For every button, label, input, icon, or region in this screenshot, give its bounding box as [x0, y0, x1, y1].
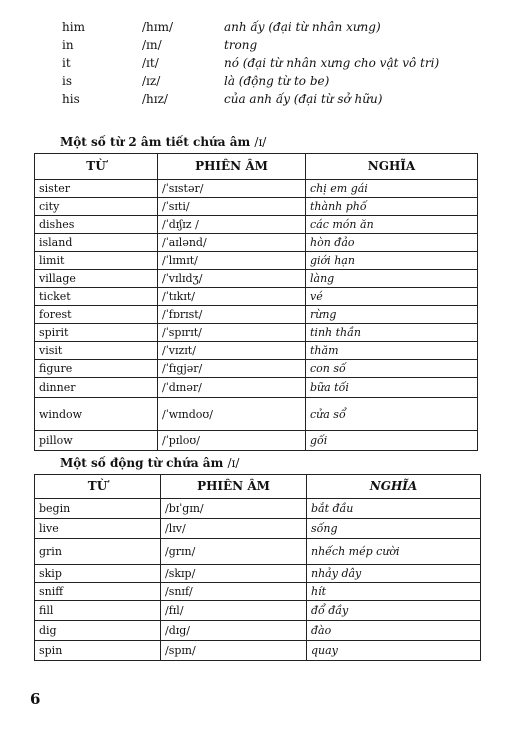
cell-meaning: bữa tối	[306, 378, 478, 398]
word: it	[62, 56, 71, 70]
cell-word: sniff	[35, 583, 161, 601]
table-row	[35, 288, 478, 306]
cell-word: limit	[35, 252, 158, 270]
cell-meaning: giới hạn	[306, 252, 478, 270]
cell-meaning: sống	[307, 519, 481, 539]
cell-word: pillow	[35, 431, 158, 451]
meaning: trong	[224, 38, 258, 52]
cell-phonetic: /ˈpɪloʊ/	[158, 431, 306, 451]
cell-phonetic: /ˈsɪti/	[158, 198, 306, 216]
cell-word: begin	[35, 499, 161, 519]
meaning: nó (đại từ nhân xưng cho vật vô tri)	[224, 56, 440, 70]
cell-phonetic: /ˈdɪnər/	[158, 378, 306, 398]
cell-phonetic: /ˈwɪndoʊ/	[158, 398, 306, 431]
section-title-text: Một số động từ chứa âm	[60, 456, 224, 470]
cell-word: fill	[35, 601, 161, 621]
phonetic: /hɪm/	[142, 20, 174, 34]
table-row	[35, 216, 478, 234]
table-row	[35, 378, 478, 398]
cell-meaning: nhếch mép cười	[307, 539, 481, 565]
cell-meaning: gối	[306, 431, 478, 451]
cell-phonetic: /lɪv/	[161, 519, 307, 539]
header-phonetic: PHIÊN ÂM	[161, 475, 307, 499]
table-row	[35, 324, 478, 342]
header-meaning: NGHĨA	[306, 154, 478, 180]
cell-phonetic: /ˈtɪkɪt/	[158, 288, 306, 306]
cell-phonetic: /ˈdɪʃɪz /	[158, 216, 306, 234]
cell-word: spirit	[35, 324, 158, 342]
word: is	[62, 74, 72, 88]
cell-meaning: hòn đảo	[306, 234, 478, 252]
cell-meaning: nhảy dây	[307, 565, 481, 583]
cell-phonetic: /ˈspɪrɪt/	[158, 324, 306, 342]
word: his	[62, 92, 80, 106]
table-row	[35, 360, 478, 378]
cell-word: grin	[35, 539, 161, 565]
word: him	[62, 20, 85, 34]
cell-phonetic: /ˈsɪstər/	[158, 180, 306, 198]
table-row	[35, 398, 478, 431]
table-row	[35, 198, 478, 216]
cell-word: ticket	[35, 288, 158, 306]
section-title-verbs	[60, 456, 239, 470]
meaning: là (động từ to be)	[224, 74, 330, 88]
cell-word: figure	[35, 360, 158, 378]
cell-phonetic: /ˈvɪlɪdʒ/	[158, 270, 306, 288]
cell-meaning: quay	[307, 641, 481, 661]
table-row	[35, 601, 481, 621]
cell-meaning: vé	[306, 288, 478, 306]
cell-meaning: tinh thần	[306, 324, 478, 342]
table-row	[35, 431, 478, 451]
cell-word: village	[35, 270, 158, 288]
header-meaning: NGHĨA	[307, 475, 481, 499]
cell-phonetic: /spɪn/	[161, 641, 307, 661]
cell-word: island	[35, 234, 158, 252]
cell-word: dishes	[35, 216, 158, 234]
cell-meaning: rừng	[306, 306, 478, 324]
table-header-row	[35, 475, 481, 499]
table-row	[35, 234, 478, 252]
phonetic: /ɪz/	[142, 74, 161, 88]
cell-meaning: đào	[307, 621, 481, 641]
table-row	[35, 519, 481, 539]
cell-word: visit	[35, 342, 158, 360]
cell-phonetic: /ˈfɒrɪst/	[158, 306, 306, 324]
table-row	[35, 252, 478, 270]
cell-word: live	[35, 519, 161, 539]
header-word: TỪ	[35, 475, 161, 499]
cell-meaning: bắt đầu	[307, 499, 481, 519]
table-row	[35, 621, 481, 641]
section-title-phonetic: /ɪ/	[227, 456, 240, 470]
two-syllable-words-table	[34, 153, 478, 451]
cell-meaning: chị em gái	[306, 180, 478, 198]
table-row	[35, 180, 478, 198]
section-title-phonetic: /ɪ/	[254, 135, 267, 149]
page-number: 6	[30, 690, 41, 708]
cell-word: dinner	[35, 378, 158, 398]
phonetic: /ɪt/	[142, 56, 159, 70]
table-row	[35, 641, 481, 661]
meaning: của anh ấy (đại từ sở hữu)	[224, 92, 383, 106]
phonetic: /hɪz/	[142, 92, 168, 106]
cell-word: window	[35, 398, 158, 431]
table-row	[35, 306, 478, 324]
cell-phonetic: /snɪf/	[161, 583, 307, 601]
cell-phonetic: /fɪl/	[161, 601, 307, 621]
cell-meaning: thăm	[306, 342, 478, 360]
table-header-row	[35, 154, 478, 180]
cell-word: spin	[35, 641, 161, 661]
section-title-two-syllable	[60, 135, 266, 149]
cell-word: forest	[35, 306, 158, 324]
cell-phonetic: /ˈlɪmɪt/	[158, 252, 306, 270]
cell-phonetic: /skɪp/	[161, 565, 307, 583]
phonetic: /ɪn/	[142, 38, 162, 52]
cell-word: sister	[35, 180, 158, 198]
cell-meaning: các món ăn	[306, 216, 478, 234]
cell-meaning: cửa sổ	[306, 398, 478, 431]
cell-phonetic: /ˈaɪlənd/	[158, 234, 306, 252]
cell-phonetic: /ˈfɪgjər/	[158, 360, 306, 378]
table-row	[35, 539, 481, 565]
header-word: TỪ	[35, 154, 158, 180]
table-row	[35, 270, 478, 288]
table-row	[35, 583, 481, 601]
cell-phonetic: /dɪg/	[161, 621, 307, 641]
cell-meaning: con số	[306, 360, 478, 378]
meaning: anh ấy (đại từ nhân xưng)	[224, 20, 381, 34]
word: in	[62, 38, 74, 52]
cell-meaning: đổ đầy	[307, 601, 481, 621]
cell-phonetic: /ˈvɪzɪt/	[158, 342, 306, 360]
table-row	[35, 499, 481, 519]
cell-word: skip	[35, 565, 161, 583]
cell-word: city	[35, 198, 158, 216]
verbs-table	[34, 474, 481, 661]
section-title-text: Một số từ 2 âm tiết chứa âm	[60, 135, 251, 149]
cell-meaning: hít	[307, 583, 481, 601]
cell-phonetic: /grɪn/	[161, 539, 307, 565]
table-row	[35, 565, 481, 583]
header-phonetic: PHIÊN ÂM	[158, 154, 306, 180]
cell-phonetic: /bɪˈgɪn/	[161, 499, 307, 519]
cell-meaning: thành phố	[306, 198, 478, 216]
table-row	[35, 342, 478, 360]
cell-meaning: làng	[306, 270, 478, 288]
cell-word: dig	[35, 621, 161, 641]
